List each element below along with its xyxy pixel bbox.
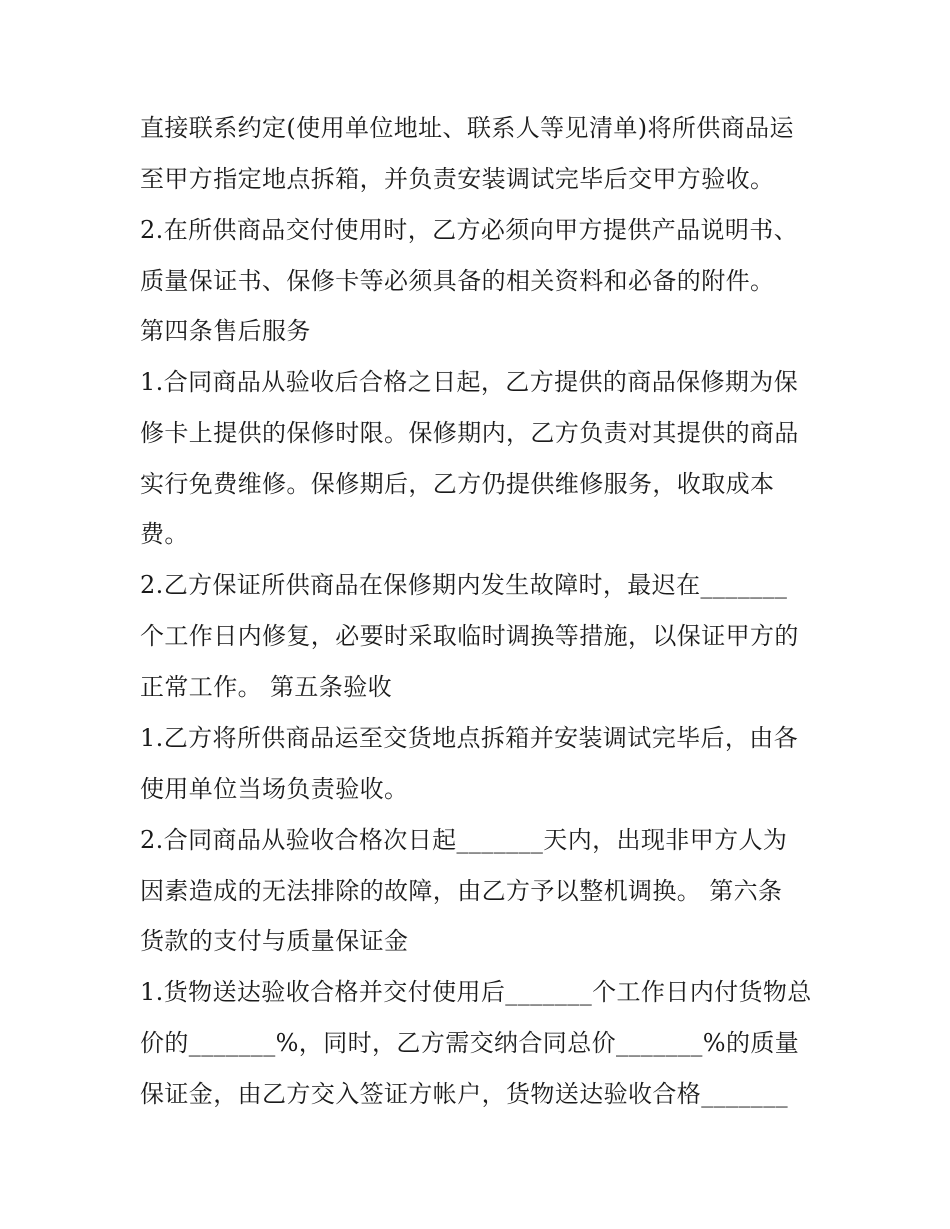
document-text-line: 个工作日内修复，必要时采取临时调换等措施，以保证甲方的 — [140, 622, 799, 650]
document-text-line: 实行免费维修。保修期后，乙方仍提供维修服务，收取成本 — [140, 470, 775, 498]
document-text-line: 质量保证书、保修卡等必须具备的相关资料和必备的附件。 — [140, 267, 775, 295]
document-text-line: 1.乙方将所供商品运至交货地点拆箱并安装调试完毕后，由各 — [140, 724, 799, 752]
document-text-line: 费。 — [140, 520, 189, 548]
document-text-line: 2.合同商品从验收合格次日起_______天内，出现非甲方人为 — [140, 826, 788, 854]
document-text-line: 正常工作。 第五条验收 — [140, 673, 393, 701]
document-text-line: 因素造成的无法排除的故障，由乙方予以整机调换。 第六条 — [140, 877, 783, 905]
document-text-line: 2.乙方保证所供商品在保修期内发生故障时，最迟在_______ — [140, 571, 788, 599]
document-text-line: 1.合同商品从验收后合格之日起，乙方提供的商品保修期为保 — [140, 368, 799, 396]
document-text-line: 使用单位当场负责验收。 — [140, 775, 409, 803]
document-text-line: 1.货物送达验收合格并交付使用后_______个工作日内付货物总 — [140, 978, 812, 1006]
document-text-line: 货款的支付与质量保证金 — [140, 927, 409, 955]
document-text-line: 直接联系约定(使用单位地址、联系人等见清单)将所供商品运 — [140, 114, 794, 142]
document-text-line: 2.在所供商品交付使用时，乙方必须向甲方提供产品说明书、 — [140, 216, 799, 244]
document-text-line: 价的_______%，同时，乙方需交纳合同总价_______%的质量 — [140, 1029, 800, 1057]
document-text-line: 保证金，由乙方交入签证方帐户，货物送达验收合格_______ — [140, 1080, 788, 1108]
section-heading-4: 第四条售后服务 — [140, 317, 311, 345]
document-text-line: 修卡上提供的保修时限。保修期内，乙方负责对其提供的商品 — [140, 419, 799, 447]
document-text-line: 至甲方指定地点拆箱，并负责安装调试完毕后交甲方验收。 — [140, 165, 775, 193]
